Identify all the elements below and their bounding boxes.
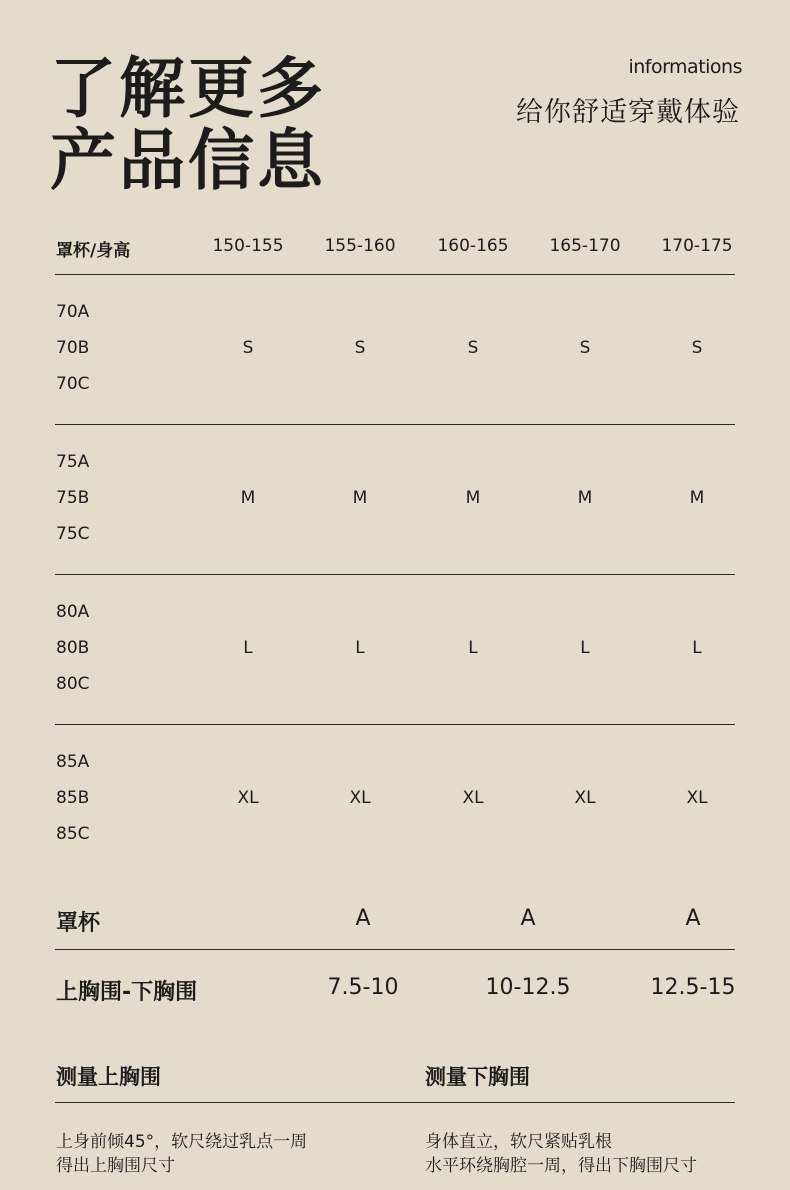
size-cell: L (243, 638, 253, 658)
size-cell: XL (574, 788, 596, 808)
table-divider (55, 949, 735, 950)
size-cell: L (580, 638, 590, 658)
cup-size: 70B (56, 338, 90, 358)
subtitle-english: informations (628, 56, 742, 78)
size-cell: L (692, 638, 702, 658)
lower-bust-title: 测量下胸围 (425, 1065, 530, 1089)
lower-bust-instruction-line: 水平环绕胸腔一周，得出下胸围尺寸 (425, 1156, 697, 1176)
size-cell: L (355, 638, 365, 658)
upper-bust-instructions (56, 1130, 307, 1178)
table-divider (55, 724, 735, 725)
height-header: 170-175 (661, 236, 733, 256)
table-divider (55, 274, 735, 275)
size-cell: M (465, 488, 481, 508)
size-cell: S (579, 338, 591, 358)
cup-size: 80B (56, 638, 90, 658)
cup-row-value: A (520, 906, 536, 931)
upper-bust-instruction-line: 得出上胸围尺寸 (56, 1156, 175, 1176)
table-divider (55, 424, 735, 425)
bust-difference-value: 12.5-15 (650, 975, 736, 1000)
lower-bust-instruction-line: 身体直立，软尺紧贴乳根 (425, 1132, 612, 1152)
height-header: 165-170 (549, 236, 621, 256)
size-cell: XL (462, 788, 484, 808)
height-header: 160-165 (437, 236, 509, 256)
cup-size: 85A (56, 752, 90, 772)
size-cell: XL (349, 788, 371, 808)
cup-size: 75B (56, 488, 90, 508)
size-cell: M (689, 488, 705, 508)
cup-size: 85C (56, 824, 90, 844)
cup-size: 80A (56, 602, 90, 622)
upper-bust-instruction-line: 上身前倾45°，软尺绕过乳点一周 (56, 1132, 308, 1152)
bust-difference-label: 上胸围-下胸围 (56, 980, 198, 1005)
size-cell: M (240, 488, 256, 508)
table-divider (55, 574, 735, 575)
upper-bust-title: 测量上胸围 (56, 1065, 161, 1089)
page-title-line-1: 了解更多 (50, 50, 326, 127)
bust-difference-value: 10-12.5 (485, 975, 571, 1000)
lower-bust-instructions (425, 1130, 697, 1178)
height-header: 150-155 (212, 236, 284, 256)
cup-size: 75A (56, 452, 90, 472)
height-header: 155-160 (324, 236, 396, 256)
cup-size: 85B (56, 788, 90, 808)
size-cell: S (691, 338, 703, 358)
size-cell: S (242, 338, 254, 358)
size-table-corner-label: 罩杯/身高 (56, 241, 131, 261)
section-divider (55, 1102, 735, 1103)
size-cell: XL (686, 788, 708, 808)
size-cell: XL (237, 788, 259, 808)
size-cell: L (468, 638, 478, 658)
cup-size: 80C (56, 674, 90, 694)
size-cell: M (577, 488, 593, 508)
bust-difference-value: 7.5-10 (327, 975, 399, 1000)
size-cell: S (467, 338, 479, 358)
cup-row-label: 罩杯 (56, 911, 101, 936)
cup-row-value: A (685, 906, 701, 931)
size-cell: M (352, 488, 368, 508)
page-title-line-2: 产品信息 (50, 122, 326, 199)
subtitle-chinese: 给你舒适穿戴体验 (516, 97, 740, 128)
cup-row-value: A (355, 906, 371, 931)
cup-size: 70C (56, 374, 90, 394)
cup-size: 70A (56, 302, 90, 322)
cup-size: 75C (56, 524, 90, 544)
size-cell: S (354, 338, 366, 358)
